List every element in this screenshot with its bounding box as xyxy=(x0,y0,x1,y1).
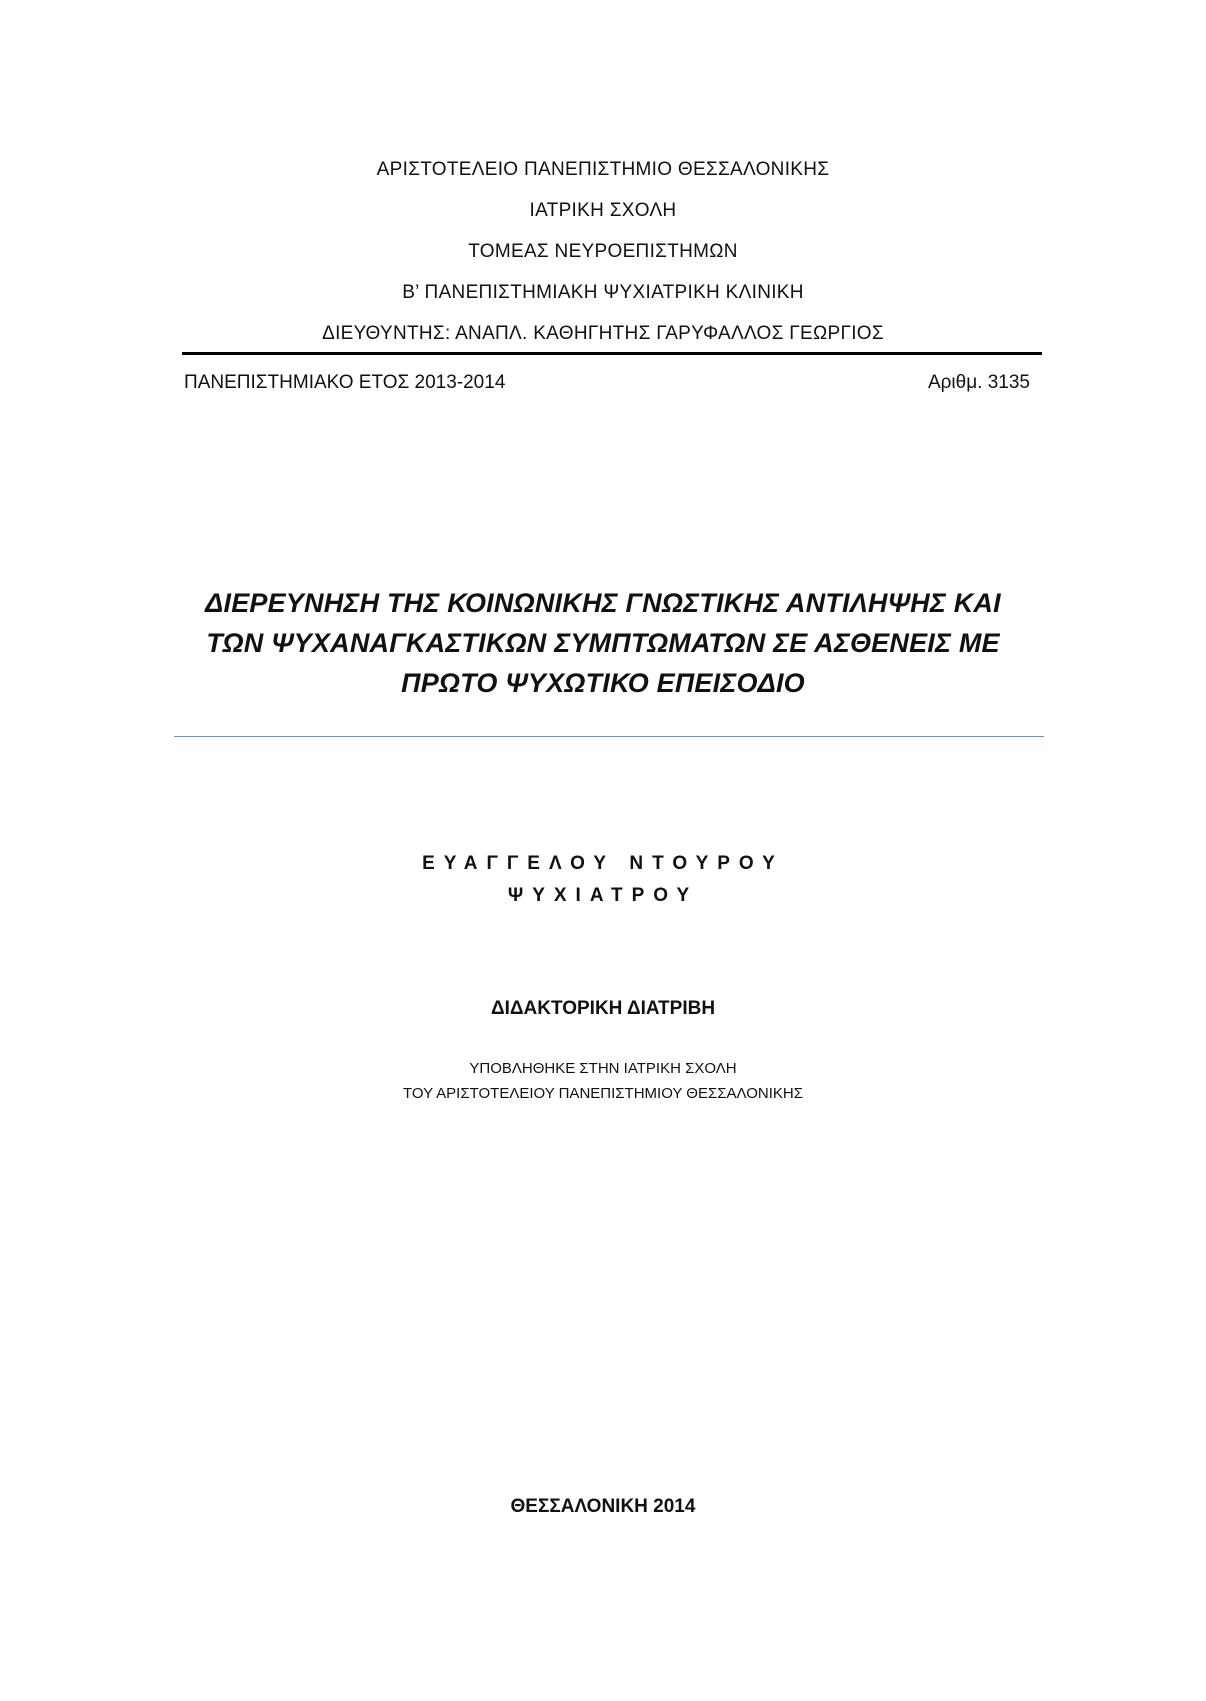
university-name: ΑΡΙΣΤΟΤΕΛΕΙΟ ΠΑΝΕΠΙΣΤΗΜΙΟ ΘΕΣΣΑΛΟΝΙΚΗΣ xyxy=(376,159,830,180)
thesis-title-line-3: ΠΡΩΤΟ ΨΥΧΩΤΙΚΟ ΕΠΕΙΣΟΔΙΟ xyxy=(401,668,805,698)
author-name: ΕΥΑΓΓΕΛΟΥ ΝΤΟΥΡΟΥ xyxy=(422,853,784,874)
director-line: ΔΙΕΥΘΥΝΤΗΣ: ΑΝΑΠΛ. ΚΑΘΗΓΗΤΗΣ ΓΑΡΥΦΑΛΛΟΣ ΓΕΩΡΓΙΟΣ xyxy=(322,323,884,344)
author-block xyxy=(0,848,1206,912)
thesis-type: ΔΙΔΑΚΤΟΡΙΚΗ ΔΙΑΤΡΙΒΗ xyxy=(490,998,716,1019)
header-divider xyxy=(182,352,1042,355)
title-divider xyxy=(174,736,1044,737)
place-and-year: ΘΕΣΣΑΛΟΝΙΚΗ 2014 xyxy=(510,1496,696,1517)
document-number: Αριθμ. 3135 xyxy=(927,372,1030,393)
department-name: ΤΟΜΕΑΣ ΝΕΥΡΟΕΠΙΣΤΗΜΩΝ xyxy=(468,241,738,262)
school-name: ΙΑΤΡΙΚΗ ΣΧΟΛΗ xyxy=(529,200,677,221)
clinic-name: Β’ ΠΑΝΕΠΙΣΤΗΜΙΑΚΗ ΨΥΧΙΑΤΡΙΚΗ ΚΛΙΝΙΚΗ xyxy=(402,282,804,303)
institution-header xyxy=(0,158,1206,363)
thesis-title xyxy=(0,583,1206,703)
submission-note xyxy=(0,1056,1206,1106)
thesis-title-line-2: ΤΩΝ ΨΥΧΑΝΑΓΚΑΣΤΙΚΩΝ ΣΥΜΠΤΩΜΑΤΩΝ ΣΕ ΑΣΘΕΝΕΙΣ ΜΕ xyxy=(206,628,1000,658)
submission-line-1: ΥΠΟΒΛΗΘΗΚΕ ΣΤΗΝ ΙΑΤΡΙΚΗ ΣΧΟΛΗ xyxy=(469,1060,737,1077)
submission-line-2: ΤΟΥ ΑΡΙΣΤΟΤΕΛΕΙΟΥ ΠΑΝΕΠΙΣΤΗΜΙΟΥ ΘΕΣΣΑΛΟΝΙΚΗΣ xyxy=(403,1085,803,1102)
author-role: ΨΥΧΙΑΤΡΟΥ xyxy=(507,885,699,906)
thesis-title-line-1: ΔΙΕΡΕΥΝΗΣΗ ΤΗΣ ΚΟΙΝΩΝΙΚΗΣ ΓΝΩΣΤΙΚΗΣ ΑΝΤΙΛΗΨΗΣ ΚΑΙ xyxy=(205,588,1001,618)
academic-year: ΠΑΝΕΠΙΣΤΗΜΙΑΚΟ ΕΤΟΣ 2013-2014 xyxy=(184,372,506,393)
